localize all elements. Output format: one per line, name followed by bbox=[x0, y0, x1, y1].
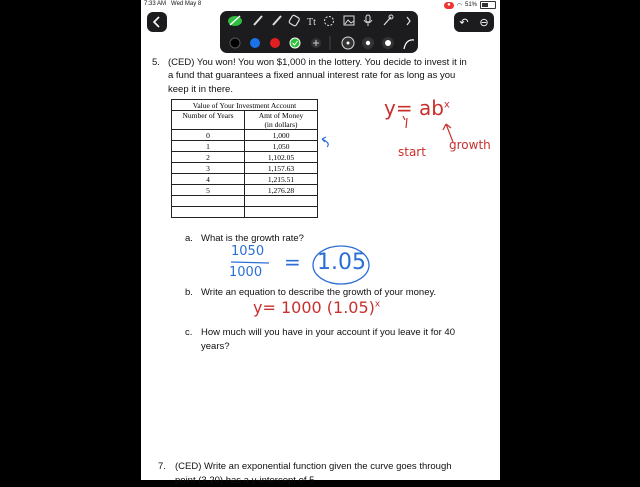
blue-arrow-ink bbox=[322, 139, 328, 147]
q5b-text: Write an equation to describe the growth of your money. bbox=[201, 287, 437, 298]
mic-icon[interactable] bbox=[364, 15, 372, 26]
pen-icon[interactable] bbox=[228, 16, 242, 26]
color-blue[interactable] bbox=[250, 38, 260, 48]
q5b-letter: b. bbox=[185, 287, 193, 298]
q7-number: 7. bbox=[158, 461, 166, 472]
text-icon[interactable] bbox=[307, 17, 316, 28]
wifi-icon: ◠ bbox=[456, 2, 462, 9]
cell-years: 0 bbox=[172, 130, 245, 141]
color-red[interactable] bbox=[270, 38, 280, 48]
col-header-years: Number of Years bbox=[172, 111, 245, 130]
q5c-line2: years? bbox=[201, 341, 230, 352]
table-row bbox=[172, 130, 318, 141]
table-row bbox=[172, 185, 318, 196]
add-color-icon[interactable] bbox=[311, 38, 321, 48]
chevron-left-icon bbox=[147, 12, 167, 32]
table-row bbox=[172, 152, 318, 163]
cell-money: 1,215.51 bbox=[245, 174, 318, 185]
hw-equation: y= 1000 $(1.05)^x$ bbox=[253, 298, 381, 317]
hw-numerator: 1050 bbox=[231, 244, 265, 259]
cell-years: 3 bbox=[172, 163, 245, 174]
notes-page bbox=[141, 0, 500, 486]
cell-years: 1 bbox=[172, 141, 245, 152]
chevron-right-icon[interactable] bbox=[407, 17, 410, 25]
color-green-selected[interactable] bbox=[290, 38, 300, 48]
battery-percent: 51% bbox=[464, 2, 477, 8]
table-row bbox=[172, 141, 318, 152]
table-row bbox=[172, 196, 318, 207]
col-header-money: Amt of Money (in dollars) bbox=[245, 111, 318, 130]
eraser-icon[interactable] bbox=[289, 15, 300, 27]
ellipsis-icon[interactable]: ⊖ bbox=[479, 16, 489, 29]
cell-money bbox=[245, 196, 318, 207]
q5c-letter: c. bbox=[185, 327, 193, 338]
fraction-bar bbox=[231, 262, 269, 263]
back-button[interactable] bbox=[147, 12, 167, 32]
svg-text:Tt: Tt bbox=[307, 17, 316, 28]
color-black[interactable] bbox=[230, 38, 240, 48]
cell-money: 1,276.28 bbox=[245, 185, 318, 196]
hw-growth: growth bbox=[449, 138, 491, 152]
table-row bbox=[172, 163, 318, 174]
q5-line2: a fund that guarantees a fixed annual interest rate for as long as you bbox=[168, 70, 456, 81]
cell-years bbox=[172, 207, 245, 218]
cell-money bbox=[245, 207, 318, 218]
cell-years: 5 bbox=[172, 185, 245, 196]
lasso-icon[interactable] bbox=[325, 17, 334, 26]
q5-line3: keep it in there. bbox=[168, 84, 233, 95]
q5c-line1: How much will you have in your account if you leave it for 40 bbox=[201, 327, 455, 338]
cell-money: 1,157.63 bbox=[245, 163, 318, 174]
table-row bbox=[172, 207, 318, 218]
table-row bbox=[172, 174, 318, 185]
undo-icon[interactable]: ↶ bbox=[459, 16, 469, 29]
hw-answer: 1.05 bbox=[317, 250, 366, 275]
stroke-thin[interactable] bbox=[342, 37, 354, 49]
q7-line2: point (3,20) has a y-intercept of 5 bbox=[175, 475, 315, 486]
undo-more-group bbox=[454, 12, 494, 32]
cell-years: 2 bbox=[172, 152, 245, 163]
investment-table bbox=[171, 99, 318, 218]
q5a-letter: a. bbox=[185, 233, 193, 244]
cell-years: 4 bbox=[172, 174, 245, 185]
cell-money: 1,050 bbox=[245, 141, 318, 152]
curve-tool-icon[interactable] bbox=[404, 40, 414, 49]
pencil-icon[interactable] bbox=[273, 16, 281, 25]
image-icon[interactable] bbox=[344, 16, 354, 25]
battery-icon bbox=[480, 1, 496, 9]
table-title: Value of Your Investment Account bbox=[172, 100, 318, 111]
cell-money: 1,000 bbox=[245, 130, 318, 141]
hw-start: start bbox=[398, 145, 426, 159]
stroke-thick[interactable] bbox=[382, 37, 394, 49]
stroke-medium[interactable] bbox=[362, 37, 374, 49]
link-icon[interactable] bbox=[384, 15, 393, 25]
status-bar bbox=[141, 0, 500, 9]
battery-fill bbox=[482, 3, 488, 7]
hw-formula: $y= ab^x$ bbox=[384, 96, 450, 120]
q5a-text: What is the growth rate? bbox=[201, 233, 304, 244]
q5-line1: (CED) You won! You won $1,000 in the lottery. You decide to invest it in bbox=[168, 57, 467, 68]
cell-years bbox=[172, 196, 245, 207]
highlighter-icon[interactable] bbox=[254, 16, 262, 25]
q5-number: 5. bbox=[152, 57, 160, 68]
hw-equals: = bbox=[284, 250, 301, 274]
cell-money: 1,102.05 bbox=[245, 152, 318, 163]
q7-line1: (CED) Write an exponential function given the curve goes through bbox=[175, 461, 452, 472]
status-time: 7:33 AM bbox=[144, 1, 167, 7]
status-date: Wed May 8 bbox=[171, 1, 202, 7]
hw-denominator: 1000 bbox=[229, 265, 263, 280]
drawing-toolbar bbox=[220, 11, 418, 53]
record-indicator-icon: ● bbox=[444, 2, 454, 9]
